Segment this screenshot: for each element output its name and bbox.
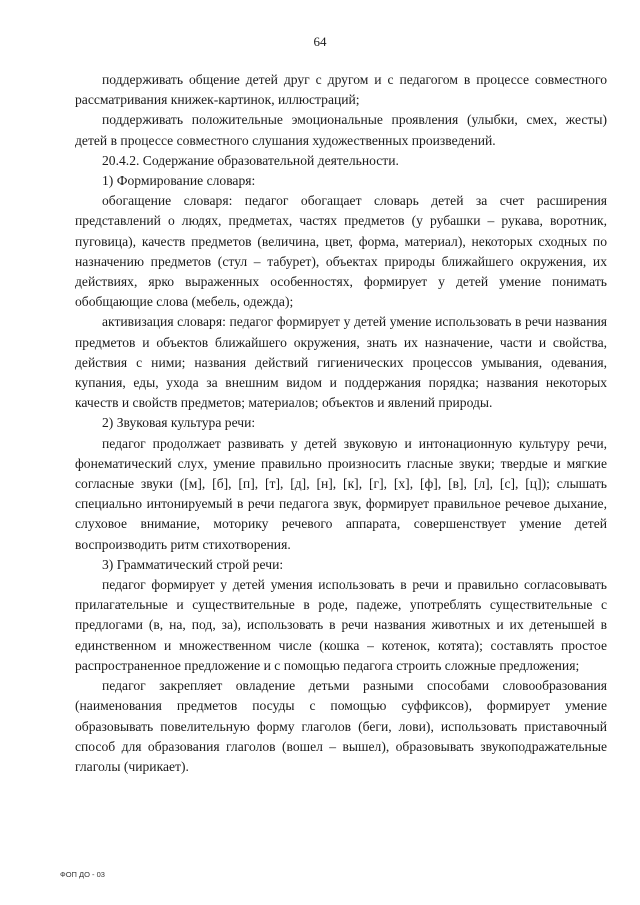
subsection-heading: 2) Звуковая культура речи:: [102, 415, 256, 431]
paragraph: обогащение словаря: педагог обогащает словарь детей за счет расширения представлений о людях, предметах, частях предметов (у рубашки – рукава, воротник, пуговица), качеств предметов (величина, цвет, форма, материал), некоторых сходных по назначению предметов (стул – табурет), объектах природы ближайшего окружения, их действиях, ярко выраженных особенностях, формирует у детей умение понимать обобщающие слова (мебель, одежда);: [75, 193, 607, 310]
section-heading: 20.4.2. Содержание образовательной деятельности.: [102, 152, 399, 168]
paragraph: педагог продолжает развивать у детей звуковую и интонационную культуру речи, фонематический слух, умение правильно произносить гласные звуки; твердые и мягкие согласные звуки ([м], [б], [п], [т], [д], [н], [к], [г], [х], [ф], [в], [л], [с], [ц]); слышать специально интонируемый в речи педагога звук, формирует правильное речевое дыхание, слуховое внимание, моторику речевого аппарата, совершенствует умение детей воспроизводить ритм стихотворения.: [75, 435, 607, 552]
paragraph: педагог закрепляет овладение детьми разными способами словообразования (наименования предметов посуды с помощью суффиксов), формирует умение образовывать повелительную форму глаголов (беги, лови), использовать приставочный способ для образования глаголов (вошел – вышел), образовывать звукоподражательные глаголы (чирикает).: [75, 678, 607, 774]
paragraph: поддерживать общение детей друг с другом и с педагогом в процессе совместного рассматривания книжек-картинок, иллюстраций;: [75, 72, 607, 108]
paragraph: педагог формирует у детей умения использовать в речи и правильно согласовывать прилагательные и существительные в роде, падеже, употреблять существительные с предлогами (в, на, под, за), использовать в речи названия животных и их детенышей в единственном и множественном числе (кошка – котенок, котята); составлять простое распространенное предложение и с помощью педагога строить сложные предложения;: [75, 577, 607, 673]
page-number: 64: [313, 34, 327, 49]
paragraph: активизация словаря: педагог формирует у детей умение использовать в речи названия предметов и объектов ближайшего окружения, знать их назначение, части и свойства, действия с ними; названия действий гигиенических процессов умывания, одевания, купания, еды, ухода за внешним видом и поддержания порядка; названия некоторых качеств и свойств предметов; материалов; объектов и явлений природы.: [75, 314, 607, 411]
paragraph: поддерживать положительные эмоциональные проявления (улыбки, смех, жесты) детей в процессе совместного слушания художественных произведений.: [75, 112, 607, 148]
subsection-heading: 1) Формирование словаря:: [102, 173, 256, 189]
body-text: [75, 70, 607, 777]
footer-code: ФОП ДО - 03: [60, 870, 105, 879]
subsection-heading: 3) Грамматический строй речи:: [102, 556, 284, 572]
